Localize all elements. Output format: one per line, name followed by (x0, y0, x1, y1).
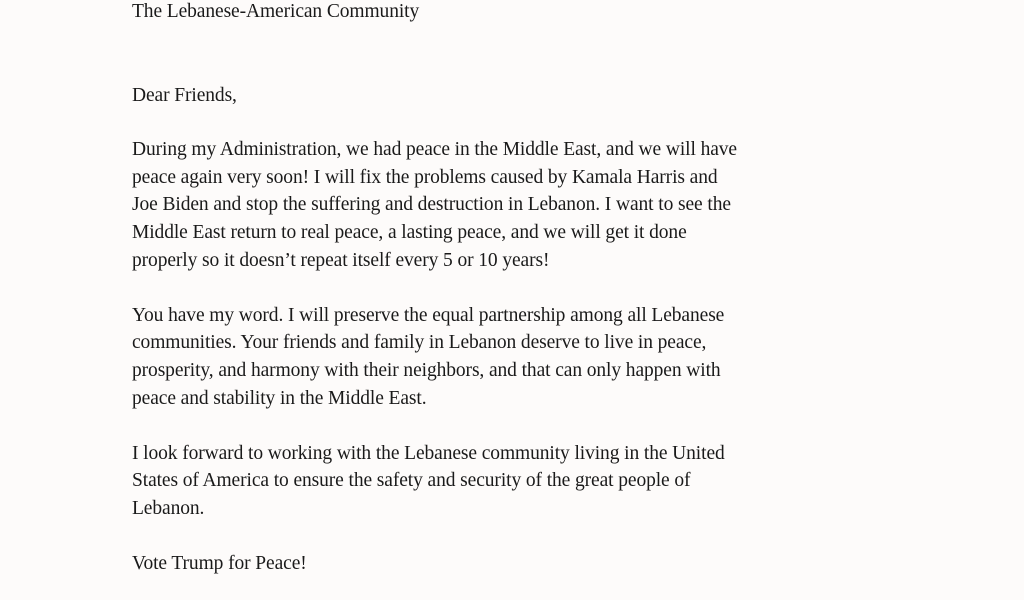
letter-salutation: Dear Friends, (132, 84, 237, 106)
paragraph-line: During my Administration, we had peace in the Middle East, and we will have (132, 139, 737, 161)
paragraph-line: peace again very soon! I will fix the problems caused by Kamala Harris and (132, 166, 718, 188)
letter-body (132, 0, 892, 578)
letter-closing: Vote Trump for Peace! (132, 553, 307, 575)
paragraph-line: peace and stability in the Middle East. (132, 387, 427, 409)
paragraph-line: I look forward to working with the Lebanese community living in the United (132, 442, 725, 464)
paragraph-line: Middle East return to real peace, a lasting peace, and we will get it done (132, 221, 687, 243)
paragraph-line: communities. Your friends and family in Lebanon deserve to live in peace, (132, 332, 707, 354)
paragraph-partnership (132, 302, 892, 412)
paragraph-line: You have my word. I will preserve the equal partnership among all Lebanese (132, 304, 725, 326)
paragraph-line: properly so it doesn’t repeat itself every 5 or 10 years! (132, 249, 550, 271)
paragraph-community (132, 440, 892, 523)
letter-addressee: The Lebanese-American Community (132, 1, 420, 22)
paragraph-line: Joe Biden and stop the suffering and destruction in Lebanon. I want to see the (132, 194, 731, 216)
paragraph-line: States of America to ensure the safety and security of the great people of (132, 470, 691, 492)
paragraph-line: prosperity, and harmony with their neighbors, and that can only happen with (132, 359, 721, 381)
paragraph-line: Lebanon. (132, 497, 205, 519)
paragraph-peace (132, 136, 892, 274)
